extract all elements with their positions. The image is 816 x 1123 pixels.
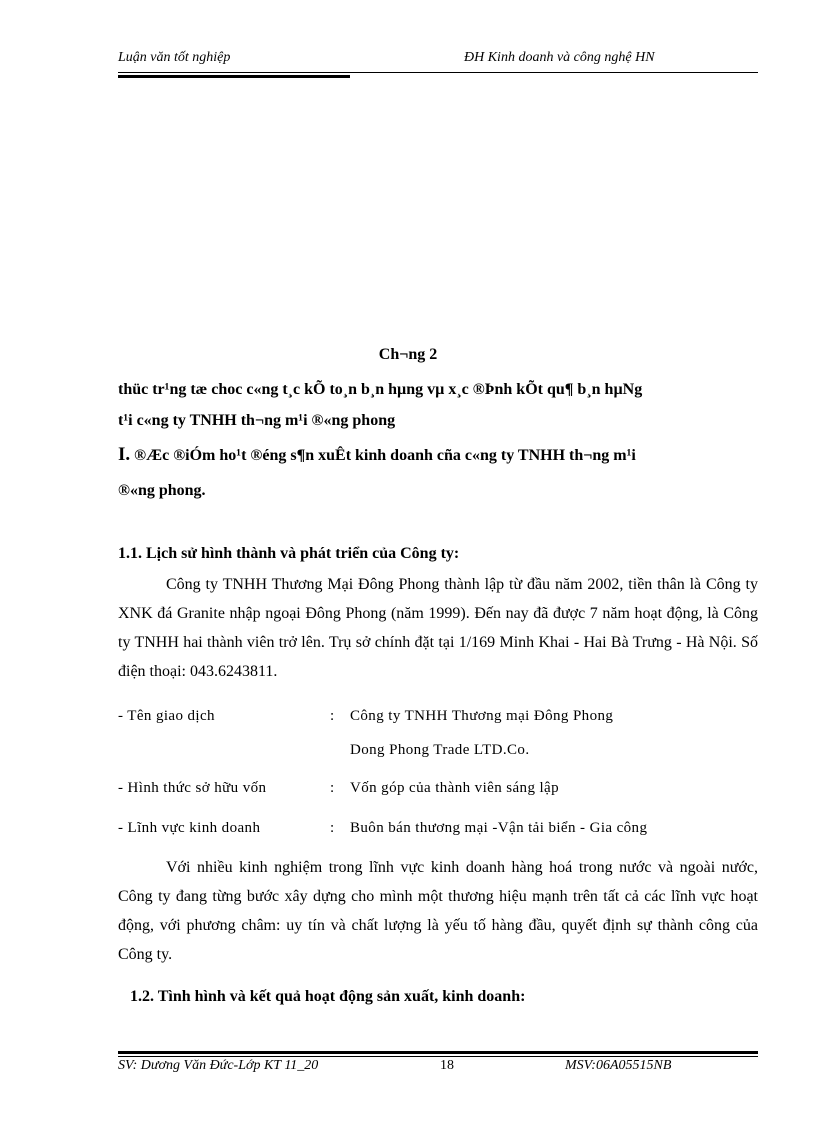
footer-student-info: SV: Dương Văn Đức-Lớp KT 11_20 [118,1058,319,1073]
page-number: 18 [440,1058,454,1073]
info-label: - Lĩnh vực kinh doanh [118,820,261,836]
header-left-text: Luận văn tốt nghiệp [118,50,231,65]
info-label: - Tên giao dịch [118,708,215,724]
section-number: I. [118,444,131,465]
info-value: Buôn bán thương mại -Vận tải biển - Gia công [350,820,648,836]
history-paragraph: Công ty TNHH Thương Mại Đông Phong thành lập từ đầu năm 2002, tiền thân là Công ty XNK đá Granite nhập ngoại Đông Phong (năm 1999). Đến nay đã được 7 năm hoạt động, là Công ty TNHH hai thành viên trở lên. Trụ sở chính đặt tại 1/169 Minh Khai - Hai Bà Trưng - Hà Nội. Số điện thoại: 043.6243811. [118,576,758,680]
experience-paragraph: Với nhiều kinh nghiệm trong lĩnh vực kinh doanh hàng hoá trong nước và ngoài nước, Công ty đang từng bước xây dựng cho mình một thương hiệu mạnh trên tất cả các lĩnh vực hoạt động, với phương châm: uy tín và chất lượng là yếu tố hàng đầu, quyết định sự thành công của Công ty. [118,859,758,963]
header-right-text: ĐH Kinh doanh và công nghệ HN [464,50,655,65]
chapter-title-line-2: t¹i c«ng ty TNHH th¬ng m¹i ®«ng phong [118,412,396,429]
section-heading-line-2: ®«ng phong. [118,482,206,499]
chapter-title-line-1: thüc tr¹ng tæ choc c«ng t¸c kÕ to¸n b¸n hµng vµ x¸c ®Þnh kÕt qu¶ b¸n hµNg [118,381,643,398]
info-label: - Hình thức sở hữu vốn [118,780,267,796]
info-value: Vốn góp của thành viên sáng lập [350,780,560,796]
info-value: Dong Phong Trade LTD.Co. [350,742,530,758]
header-rule-thin [118,72,758,73]
footer-student-id: MSV:06A05515NB [565,1058,672,1073]
subsection-heading-1-2: 1.2. Tình hình và kết quả hoạt động sản xuất, kinh doanh: [130,988,526,1005]
subsection-heading-1-1: 1.1. Lịch sử hình thành và phát triển của Công ty: [118,545,460,562]
section-title: ®Æc ®iÓm ho¹t ®éng s¶n xuÊt kinh doanh cña c«ng ty TNHH th¬ng m¹i [134,447,636,464]
info-value: Công ty TNHH Thương mại Đông Phong [350,708,614,724]
footer-rule-thick [118,1051,758,1054]
info-colon: : [330,780,335,796]
info-colon: : [330,708,335,724]
info-colon: : [330,820,335,836]
footer-rule-thin [118,1056,758,1057]
chapter-label: Ch¬ng 2 [378,346,438,363]
header-rule-thick [118,75,350,78]
section-heading-line-1 [118,444,758,466]
